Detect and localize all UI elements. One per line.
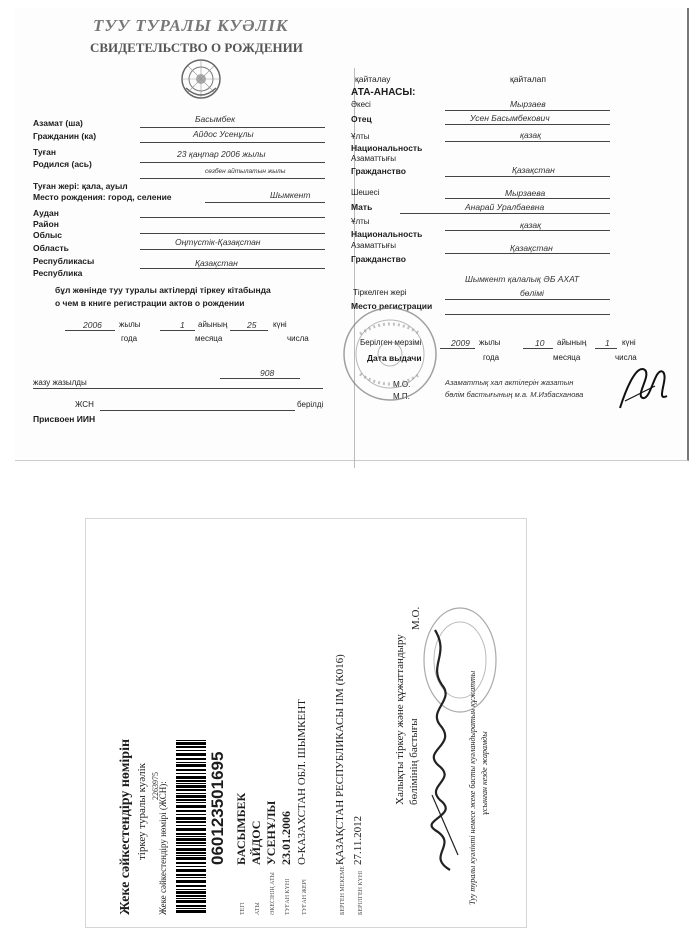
iin-card-serial: 2263975 bbox=[151, 772, 160, 800]
registration-place-value-1: Шымкент қалалық ӘБ АХАТ bbox=[465, 274, 580, 284]
issue-year-label-kz: жылы bbox=[479, 338, 501, 347]
issue-day-label-kz: күні bbox=[622, 338, 636, 347]
iin-signature-icon bbox=[420, 625, 470, 875]
record-text-ru: о чем в книге регистрации актов о рождении bbox=[55, 298, 245, 308]
dob-label: ТУҒАН КҮНІ bbox=[285, 878, 291, 915]
father-nationality-label-ru: Национальность bbox=[351, 143, 423, 153]
head-title-line-2: бөлім бастығының м.а. М.Избасханова bbox=[445, 390, 584, 399]
iin-label-kz: ЖСН bbox=[75, 400, 94, 409]
issuer: ҚАЗАҚСТАН РЕСПУБЛИКАСЫ ІІМ (К016) bbox=[334, 654, 346, 865]
record-day-value: 25 bbox=[247, 320, 257, 330]
issue-label-kz: Берілген мерзімі bbox=[360, 338, 422, 347]
repeat-label-kz: қайталау bbox=[355, 74, 391, 84]
issue-year-value: 2009 bbox=[451, 338, 470, 348]
record-text-kz: бұл жөнінде туу туралы актілерді тіркеу кітабында bbox=[55, 285, 271, 295]
iin-certificate-content bbox=[80, 515, 489, 915]
record-number-value: 908 bbox=[260, 368, 275, 378]
father-nationality-label-kz: Ұлты bbox=[351, 132, 370, 141]
iin-label: Жеке сәйкестендіру нөмірі (ЖСН): bbox=[158, 781, 168, 915]
republic-label-kz: Республикасы bbox=[33, 256, 95, 266]
mother-label-kz: Шешесі bbox=[351, 188, 380, 197]
father-citizenship-label-ru: Гражданство bbox=[351, 166, 406, 176]
republic-value: Қазақстан bbox=[195, 258, 238, 268]
record-year-label-ru: года bbox=[121, 334, 138, 343]
issue-date: 27.11.2012 bbox=[352, 815, 364, 865]
issue-month-value: 10 bbox=[535, 338, 545, 348]
stamp-label-kz: М.О. bbox=[393, 380, 411, 389]
father-label-kz: Әкесі bbox=[351, 100, 371, 109]
mother-citizenship-label-kz: Азаматтығы bbox=[351, 241, 396, 250]
issue-day-label-ru: числа bbox=[615, 353, 637, 362]
place-label-ru: Место рождения: город, селение bbox=[33, 192, 172, 202]
kazakhstan-emblem-icon bbox=[180, 58, 222, 105]
born-label-ru: Родился (ась) bbox=[33, 159, 92, 169]
issue-month-label-ru: месяца bbox=[553, 353, 581, 362]
round-stamp-icon bbox=[340, 304, 440, 409]
registration-place-value-2: бөлімі bbox=[520, 288, 544, 298]
birth-certificate bbox=[15, 8, 689, 461]
sign-line-1: Халықты тіркеу және құжаттандыру bbox=[394, 634, 406, 805]
surname: БАСЫМБЕК bbox=[234, 792, 248, 865]
iin-given-label: берілді bbox=[297, 400, 324, 409]
record-month-value: 1 bbox=[180, 320, 185, 330]
issue-label-ru: Дата выдачи bbox=[367, 353, 422, 363]
father-nationality-value: қазақ bbox=[520, 130, 542, 140]
barcode-icon bbox=[176, 735, 211, 915]
validity-note-1: Туу туралы куәлікті немесе жеке басты куәландыратын құжатты bbox=[468, 670, 477, 905]
district-label-kz: Аудан bbox=[33, 208, 59, 218]
patronymic: УСЕНҰЛЫ bbox=[264, 800, 278, 865]
sign-line-2: бөлімінің бастығы bbox=[408, 718, 420, 805]
place-of-birth: О-КАЗАХСТАН ОБЛ. ШЫМКЕНТ bbox=[296, 699, 308, 865]
mother-nationality-value: қазақ bbox=[520, 220, 542, 230]
record-year-value: 2006 bbox=[83, 320, 102, 330]
iin-card-subtitle: тіркеу туралы куәлік bbox=[136, 762, 148, 860]
record-month-label-kz: айының bbox=[198, 320, 228, 329]
written-label: жазу жазылды bbox=[33, 378, 87, 387]
mo-label: М.О. bbox=[410, 606, 422, 630]
region-label-ru: Область bbox=[33, 243, 69, 253]
certificate-title-ru: СВИДЕТЕЛЬСТВО О РОЖДЕНИИ bbox=[90, 40, 303, 55]
mother-citizenship-value: Қазақстан bbox=[510, 243, 553, 253]
record-day-label-kz: күні bbox=[273, 320, 287, 329]
issue-year-label-ru: года bbox=[483, 353, 500, 362]
mother-name-value: Анарай Уралбаевна bbox=[465, 202, 545, 212]
citizen-label-kz: Азамат (ша) bbox=[33, 118, 83, 128]
iin-value: 060123501695 bbox=[208, 751, 227, 865]
date-of-birth: 23.01.2006 bbox=[279, 811, 293, 865]
record-year-label-kz: жылы bbox=[119, 320, 141, 329]
issue-day-value: 1 bbox=[605, 338, 610, 348]
issuer-label: БЕРГЕН МЕКЕМЕ bbox=[340, 865, 346, 915]
name-label: АТЫ bbox=[255, 902, 261, 915]
mother-nationality-label-kz: Ұлты bbox=[351, 217, 370, 226]
head-title-line-1: Азаматтық хал актілерін жазатын bbox=[445, 378, 574, 387]
father-name-value: Усен Басымбекович bbox=[470, 113, 550, 123]
repeat-label-kz2: қайталап bbox=[510, 74, 547, 84]
mother-nationality-label-ru: Национальность bbox=[351, 229, 423, 239]
signature-icon bbox=[615, 356, 675, 421]
mother-citizenship-label-ru: Гражданство bbox=[351, 254, 406, 264]
birth-date-value: 23 қаңтар 2006 жылы bbox=[177, 149, 266, 159]
given-name: АЙДОС bbox=[249, 820, 263, 865]
certificate-title-kz: ТУУ ТУРАЛЫ КУӘЛІК bbox=[93, 16, 289, 35]
iin-card-title: Жеке сәйкестендіру нөмірін bbox=[118, 738, 133, 915]
pob-label: ТУҒАН ЖЕРІ bbox=[302, 879, 308, 915]
patronymic-label: ӘКЕСІНІҢ АТЫ bbox=[270, 872, 276, 915]
place-label-kz: Туған жері: қала, ауыл bbox=[33, 181, 128, 191]
parents-header: АТА-АНАСЫ: bbox=[351, 87, 416, 98]
surname-label: ТЕГІ bbox=[240, 902, 246, 915]
issue-month-label-kz: айының bbox=[557, 338, 587, 347]
father-surname-value: Мырзаев bbox=[510, 99, 546, 109]
place-value: Шымкент bbox=[270, 190, 311, 200]
surname-value: Басымбек bbox=[195, 114, 236, 124]
record-month-label-ru: месяца bbox=[195, 334, 223, 343]
region-label-kz: Облыс bbox=[33, 230, 63, 240]
name-patronymic-value: Айдос Усенұлы bbox=[193, 129, 254, 139]
district-label-ru: Район bbox=[33, 219, 59, 229]
stamp-label-ru: М.П. bbox=[393, 392, 410, 401]
father-citizenship-value: Қазақстан bbox=[512, 165, 555, 175]
validity-note-2: ұсынған кезде жарамды bbox=[480, 731, 489, 815]
born-label-kz: Туған bbox=[33, 147, 56, 157]
citizen-label-ru: Гражданин (ка) bbox=[33, 131, 97, 141]
registration-place-label-kz: Тіркелген жері bbox=[353, 288, 407, 297]
mother-label-ru: Мать bbox=[351, 202, 373, 212]
record-day-label-ru: числа bbox=[287, 334, 309, 343]
issued-label: БЕРІЛГЕН КҮНІ bbox=[358, 870, 364, 915]
mother-surname-value: Мырзаева bbox=[505, 188, 546, 198]
father-label-ru: Отец bbox=[351, 114, 372, 124]
republic-label-ru: Республика bbox=[33, 268, 83, 278]
iin-label-ru: Присвоен ИИН bbox=[33, 414, 96, 424]
registration-place-label-ru: Место регистрации bbox=[351, 301, 433, 311]
region-value: Оңтүстік-Қазақстан bbox=[175, 237, 261, 247]
birth-date-note: сөзбен айтылатын жылы bbox=[205, 168, 286, 175]
father-citizenship-label-kz: Азаматтығы bbox=[351, 154, 396, 163]
